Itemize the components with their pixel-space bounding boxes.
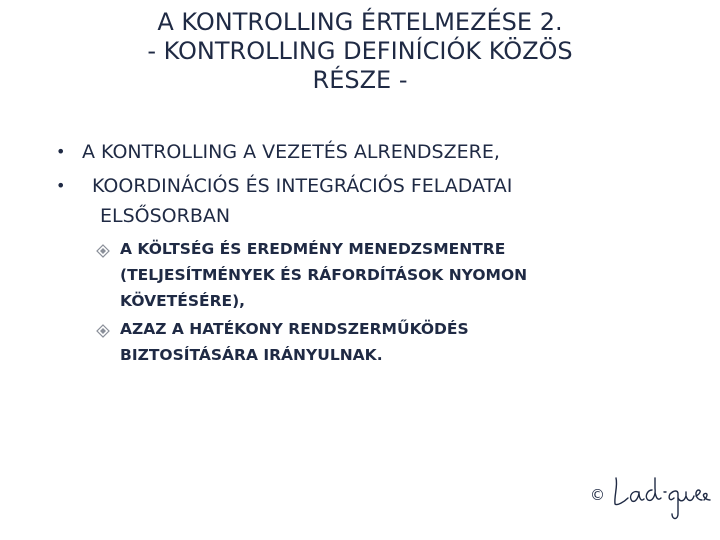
bullet-2-continuation: ELSŐSORBAN [100, 205, 231, 227]
title-line-2: - KONTROLLING DEFINÍCIÓK KÖZÖS [147, 37, 573, 65]
sub-bullet-1-line: KÖVETÉSÉRE), [120, 292, 246, 310]
diamond-bullet-icon [96, 244, 110, 258]
slide-title [40, 8, 680, 95]
copyright-symbol: © [590, 486, 605, 504]
sub-bullet-1-text [120, 236, 527, 314]
sub-bullet-2-text [120, 316, 469, 368]
bullet-1 [56, 137, 500, 167]
diamond-bullet-icon [96, 324, 110, 338]
sub-bullet-2-line: BIZTOSÍTÁSÁRA IRÁNYULNAK. [120, 346, 383, 364]
sub-bullet-2-line: AZAZ A HATÉKONY RENDSZERMŰKÖDÉS [120, 320, 469, 338]
title-line-1: A KONTROLLING ÉRTELMEZÉSE 2. [157, 8, 563, 36]
sub-bullet-1-line: A KÖLTSÉG ÉS EREDMÉNY MENEDZSMENTRE [120, 240, 506, 258]
bullet-dot-icon: • [56, 176, 66, 195]
bullet-dot-icon: • [56, 142, 66, 161]
bullet-1-text: A KONTROLLING A VEZETÉS ALRENDSZERE, [82, 141, 500, 163]
handwritten-signature [608, 468, 712, 524]
sub-bullet-1-line: (TELJESÍTMÉNYEK ÉS RÁFORDÍTÁSOK NYOMON [120, 266, 528, 284]
title-line-3: RÉSZE - [312, 66, 408, 94]
bullet-2 [56, 171, 512, 201]
bullet-2-text: KOORDINÁCIÓS ÉS INTEGRÁCIÓS FELADATAI [92, 175, 513, 197]
